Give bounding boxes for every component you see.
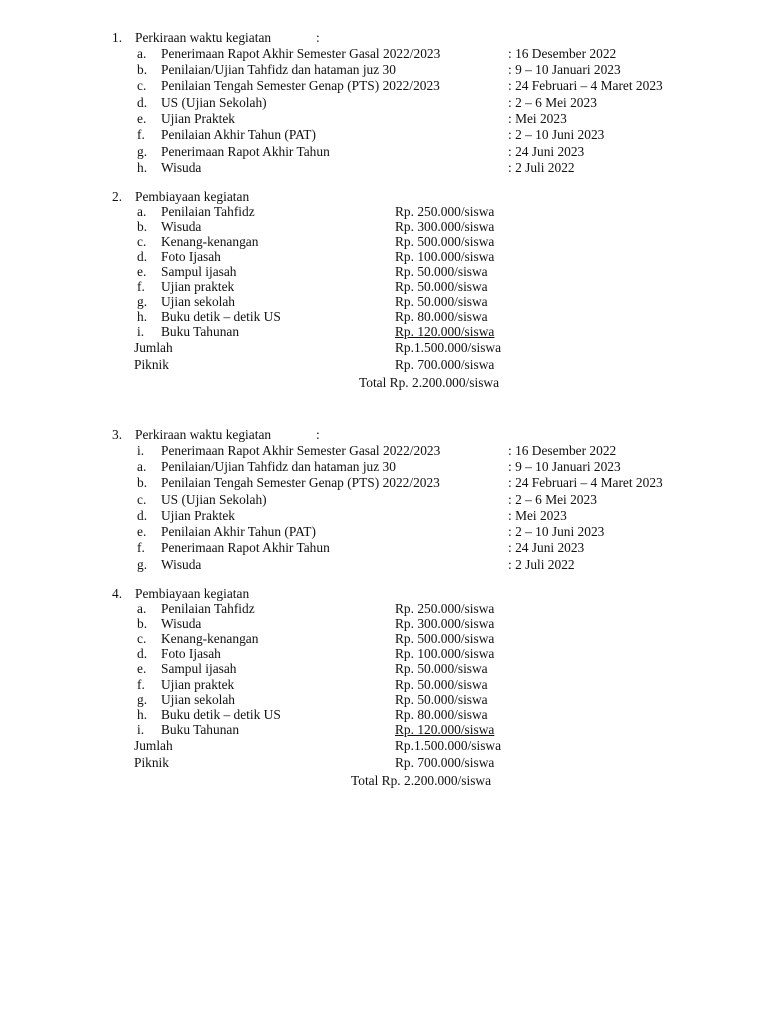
item-letter: h. [137, 309, 148, 324]
list-item [0, 557, 768, 573]
item-letter: a. [137, 601, 147, 616]
list-item [0, 631, 768, 647]
jumlah-value: Rp.1.500.000/siswa [395, 738, 502, 753]
total-value: Total Rp. 2.200.000/siswa [359, 375, 500, 390]
item-date: : 16 Desember 2022 [508, 443, 617, 458]
item-label: Penerimaan Rapot Akhir Semester Gasal 2022/2023 [161, 443, 441, 458]
item-letter: e. [137, 661, 147, 676]
item-letter: d. [137, 508, 148, 523]
section-number: 3. [112, 427, 123, 442]
section-title: Pembiayaan kegiatan [135, 586, 250, 601]
item-price: Rp. 50.000/siswa [395, 279, 488, 294]
jumlah-row [0, 738, 768, 754]
item-letter: g. [137, 557, 148, 572]
section-heading [0, 427, 768, 443]
total-row [0, 375, 768, 391]
item-date: : 24 Februari – 4 Maret 2023 [508, 78, 663, 93]
section-colon: : [316, 30, 320, 45]
item-letter: e. [137, 524, 147, 539]
item-price: Rp. 50.000/siswa [395, 264, 488, 279]
item-letter: c. [137, 234, 147, 249]
item-label: Penilaian/Ujian Tahfidz dan hataman juz 30 [161, 62, 396, 77]
item-date: : 2 Juli 2022 [508, 160, 575, 175]
item-label: Foto Ijasah [161, 646, 221, 661]
item-price: Rp. 50.000/siswa [395, 661, 488, 676]
item-label: Ujian sekolah [161, 294, 236, 309]
item-letter: f. [137, 127, 145, 142]
item-label: Wisuda [161, 219, 202, 234]
item-label: Buku detik – detik US [161, 309, 281, 324]
total-value: Total Rp. 2.200.000/siswa [351, 773, 492, 788]
item-date: : 2 – 10 Juni 2023 [508, 127, 605, 142]
item-letter: d. [137, 95, 148, 110]
item-price: Rp. 250.000/siswa [395, 204, 495, 219]
list-item [0, 692, 768, 708]
item-label: US (Ujian Sekolah) [161, 95, 267, 110]
list-item [0, 475, 768, 491]
item-letter: a. [137, 459, 147, 474]
list-item [0, 524, 768, 540]
item-letter: b. [137, 219, 148, 234]
item-date: : Mei 2023 [508, 111, 567, 126]
item-label: Penilaian Akhir Tahun (PAT) [161, 127, 316, 142]
item-letter: e. [137, 111, 147, 126]
item-price: Rp. 500.000/siswa [395, 234, 495, 249]
item-letter: a. [137, 204, 147, 219]
item-label: Ujian praktek [161, 677, 235, 692]
item-price: Rp. 100.000/siswa [395, 646, 495, 661]
list-item [0, 646, 768, 662]
item-date: : 24 Juni 2023 [508, 144, 585, 159]
item-price: Rp. 300.000/siswa [395, 616, 495, 631]
item-label: Penerimaan Rapot Akhir Semester Gasal 2022/2023 [161, 46, 441, 61]
item-date: : 24 Februari – 4 Maret 2023 [508, 475, 663, 490]
list-item [0, 219, 768, 235]
item-label: Wisuda [161, 160, 202, 175]
item-label: Kenang-kenangan [161, 631, 259, 646]
list-item [0, 309, 768, 325]
item-date: : 16 Desember 2022 [508, 46, 617, 61]
section-heading [0, 30, 768, 46]
item-letter: c. [137, 492, 147, 507]
item-label: Ujian Praktek [161, 508, 236, 523]
list-item [0, 324, 768, 340]
item-price: Rp. 500.000/siswa [395, 631, 495, 646]
item-date: : 2 – 6 Mei 2023 [508, 95, 597, 110]
item-label: Penilaian Tengah Semester Genap (PTS) 2022/2023 [161, 78, 440, 93]
item-label: Ujian praktek [161, 279, 235, 294]
item-label: Wisuda [161, 557, 202, 572]
item-letter: f. [137, 540, 145, 555]
piknik-row [0, 755, 768, 771]
list-item [0, 78, 768, 94]
list-item [0, 144, 768, 160]
list-item [0, 677, 768, 693]
piknik-value: Rp. 700.000/siswa [395, 755, 495, 770]
item-date: : 9 – 10 Januari 2023 [508, 62, 621, 77]
item-label: Penilaian Tengah Semester Genap (PTS) 2022/2023 [161, 475, 440, 490]
item-letter: h. [137, 160, 148, 175]
item-price: Rp. 250.000/siswa [395, 601, 495, 616]
list-item [0, 95, 768, 111]
jumlah-label: Jumlah [134, 340, 173, 355]
item-letter: h. [137, 707, 148, 722]
list-item [0, 601, 768, 617]
piknik-label: Piknik [134, 755, 169, 770]
section-number: 1. [112, 30, 123, 45]
item-letter: d. [137, 249, 148, 264]
item-price: Rp. 50.000/siswa [395, 677, 488, 692]
list-item [0, 616, 768, 632]
item-price: Rp. 120.000/siswa [395, 324, 495, 339]
list-item [0, 722, 768, 738]
list-item [0, 46, 768, 62]
item-letter: b. [137, 475, 148, 490]
jumlah-row [0, 340, 768, 356]
item-date: : 2 Juli 2022 [508, 557, 575, 572]
list-item [0, 459, 768, 475]
section-number: 2. [112, 189, 123, 204]
list-item [0, 62, 768, 78]
item-date: : 2 – 10 Juni 2023 [508, 524, 605, 539]
list-item [0, 443, 768, 459]
item-price: Rp. 300.000/siswa [395, 219, 495, 234]
total-row [0, 773, 768, 789]
list-item [0, 127, 768, 143]
item-label: Ujian sekolah [161, 692, 236, 707]
item-label: Buku Tahunan [161, 722, 240, 737]
piknik-value: Rp. 700.000/siswa [395, 357, 495, 372]
section-title: Perkiraan waktu kegiatan [135, 30, 272, 45]
list-item [0, 540, 768, 556]
item-price: Rp. 100.000/siswa [395, 249, 495, 264]
item-date: : 24 Juni 2023 [508, 540, 585, 555]
list-item [0, 234, 768, 250]
jumlah-label: Jumlah [134, 738, 173, 753]
section-colon: : [316, 427, 320, 442]
section-heading [0, 189, 768, 205]
item-price: Rp. 80.000/siswa [395, 309, 488, 324]
item-label: Penilaian Tahfidz [161, 204, 255, 219]
item-date: : Mei 2023 [508, 508, 567, 523]
list-item [0, 204, 768, 220]
item-label: Penilaian Tahfidz [161, 601, 255, 616]
list-item [0, 508, 768, 524]
list-item [0, 661, 768, 677]
section-title: Perkiraan waktu kegiatan [135, 427, 272, 442]
item-letter: a. [137, 46, 147, 61]
list-item [0, 264, 768, 280]
item-label: Buku detik – detik US [161, 707, 281, 722]
item-price: Rp. 50.000/siswa [395, 692, 488, 707]
item-letter: f. [137, 279, 145, 294]
item-label: Penilaian Akhir Tahun (PAT) [161, 524, 316, 539]
item-letter: d. [137, 646, 148, 661]
item-label: Wisuda [161, 616, 202, 631]
section-number: 4. [112, 586, 123, 601]
piknik-label: Piknik [134, 357, 169, 372]
section-title: Pembiayaan kegiatan [135, 189, 250, 204]
item-letter: f. [137, 677, 145, 692]
list-item [0, 279, 768, 295]
list-item [0, 111, 768, 127]
jumlah-value: Rp.1.500.000/siswa [395, 340, 502, 355]
item-label: Buku Tahunan [161, 324, 240, 339]
item-label: Kenang-kenangan [161, 234, 259, 249]
section-heading [0, 586, 768, 602]
item-label: Sampul ijasah [161, 264, 237, 279]
item-letter: c. [137, 78, 147, 93]
item-letter: g. [137, 692, 148, 707]
list-item [0, 707, 768, 723]
item-label: US (Ujian Sekolah) [161, 492, 267, 507]
item-date: : 2 – 6 Mei 2023 [508, 492, 597, 507]
item-label: Foto Ijasah [161, 249, 221, 264]
item-letter: e. [137, 264, 147, 279]
item-label: Sampul ijasah [161, 661, 237, 676]
list-item [0, 249, 768, 265]
item-price: Rp. 80.000/siswa [395, 707, 488, 722]
item-price: Rp. 120.000/siswa [395, 722, 495, 737]
item-label: Ujian Praktek [161, 111, 236, 126]
list-item [0, 160, 768, 176]
item-letter: g. [137, 144, 148, 159]
list-item [0, 294, 768, 310]
item-letter: i. [137, 443, 145, 458]
item-price: Rp. 50.000/siswa [395, 294, 488, 309]
item-label: Penilaian/Ujian Tahfidz dan hataman juz 30 [161, 459, 396, 474]
item-date: : 9 – 10 Januari 2023 [508, 459, 621, 474]
piknik-row [0, 357, 768, 373]
item-letter: i. [137, 324, 145, 339]
list-item [0, 492, 768, 508]
item-letter: c. [137, 631, 147, 646]
item-label: Penerimaan Rapot Akhir Tahun [161, 144, 330, 159]
item-letter: b. [137, 62, 148, 77]
item-letter: i. [137, 722, 145, 737]
item-letter: g. [137, 294, 148, 309]
item-label: Penerimaan Rapot Akhir Tahun [161, 540, 330, 555]
item-letter: b. [137, 616, 148, 631]
